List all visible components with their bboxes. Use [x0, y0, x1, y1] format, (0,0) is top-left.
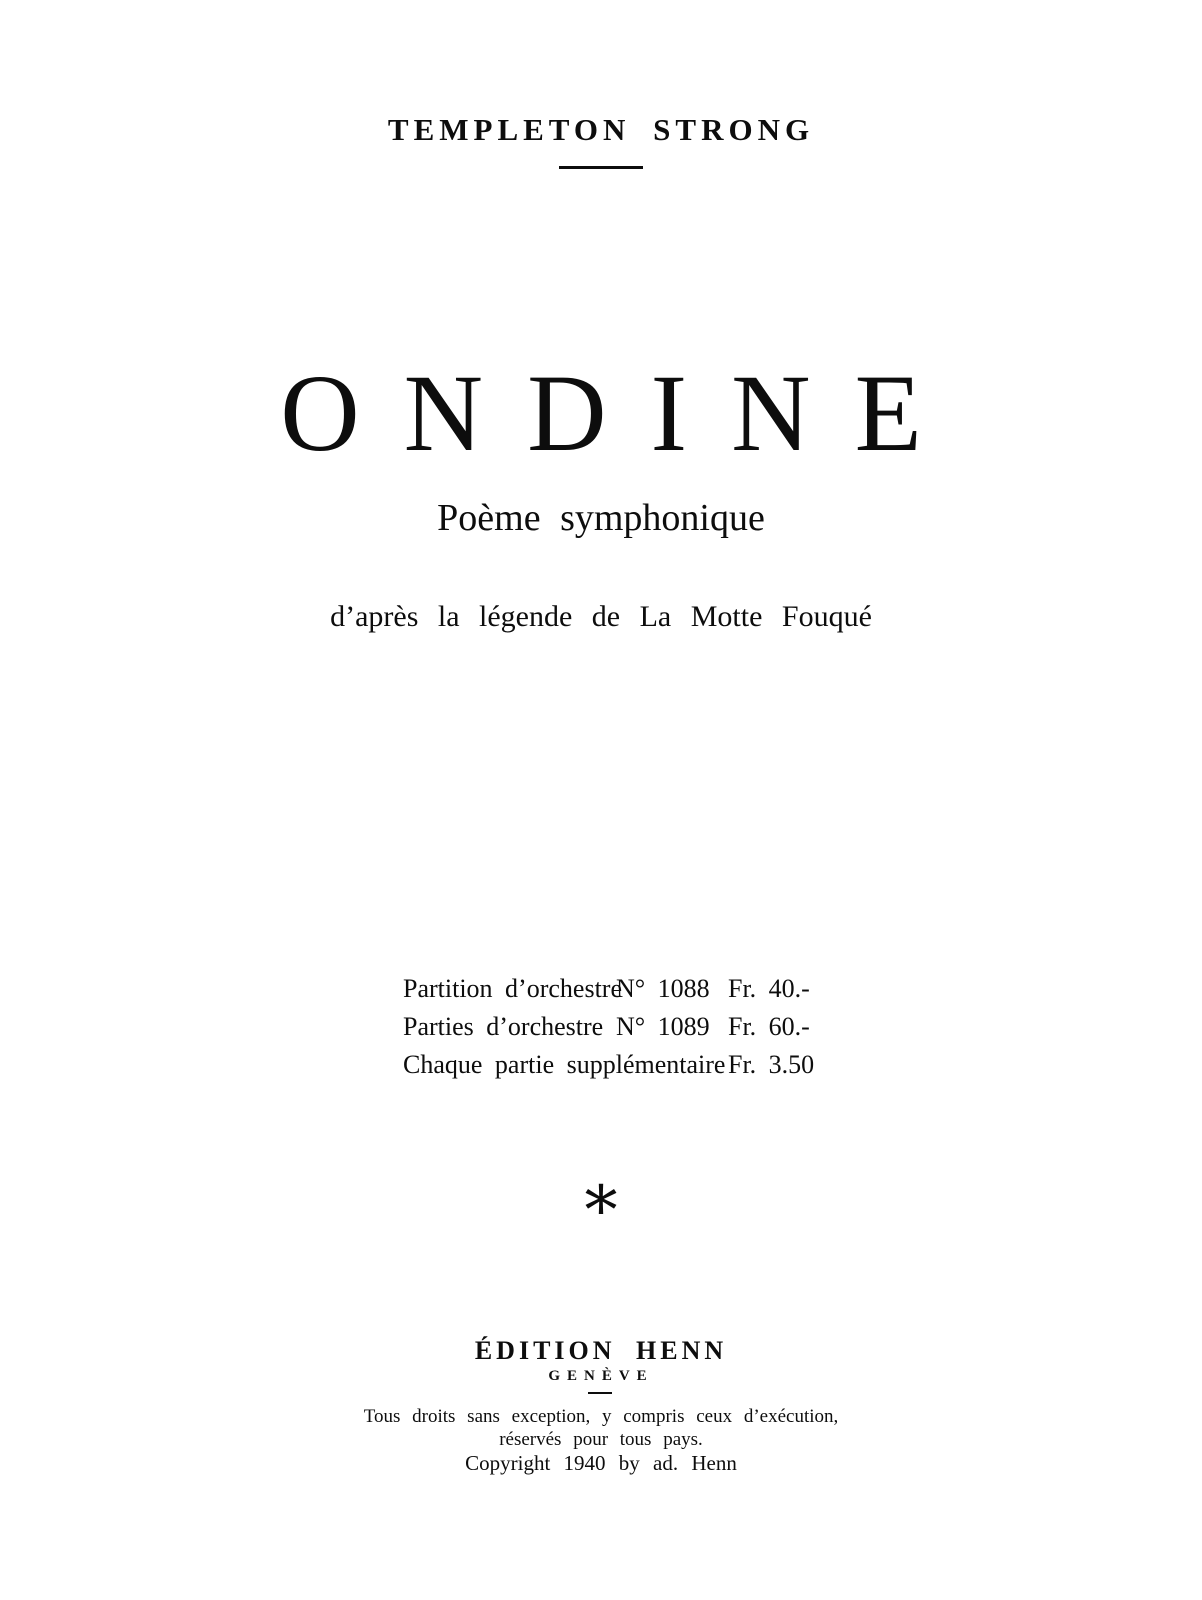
price-item-label: Chaque partie supplémentaire: [403, 1050, 726, 1079]
publisher-city: GENÈVE: [548, 1368, 654, 1384]
price-item-label: Parties d’orchestre: [403, 1012, 604, 1041]
price-row-full-score: [403, 970, 823, 1008]
price-item-label: Partition d’orchestre: [403, 974, 622, 1003]
price-catalog-number: N° 1088: [616, 974, 710, 1003]
price-amount: Fr. 60.-: [728, 1012, 810, 1041]
publisher-name: ÉDITION HENN: [474, 1336, 728, 1365]
rights-notice-line2: réservés pour tous pays.: [499, 1429, 703, 1450]
rights-notice-line1: Tous droits sans exception, y compris ceux d’exécution,: [363, 1406, 839, 1427]
price-row-orchestra-parts: [403, 1008, 823, 1046]
price-list: [403, 970, 823, 1084]
work-source-line: d’après la légende de La Motte Fouqué: [330, 600, 872, 633]
publisher-divider-rule: [588, 1392, 612, 1394]
composer-name: TEMPLETON STRONG: [387, 112, 815, 147]
price-amount: Fr. 3.50: [728, 1050, 815, 1079]
price-amount: Fr. 40.-: [728, 974, 810, 1003]
work-subtitle: Poème symphonique: [437, 497, 765, 539]
composer-underline-rule: [559, 166, 643, 169]
asterisk-ornament-icon: *: [584, 1172, 618, 1249]
price-row-extra-part: [403, 1046, 823, 1084]
work-title: ONDINE: [280, 352, 966, 474]
copyright-line: Copyright 1940 by ad. Henn: [465, 1451, 737, 1475]
price-catalog-number: N° 1089: [616, 1012, 710, 1041]
